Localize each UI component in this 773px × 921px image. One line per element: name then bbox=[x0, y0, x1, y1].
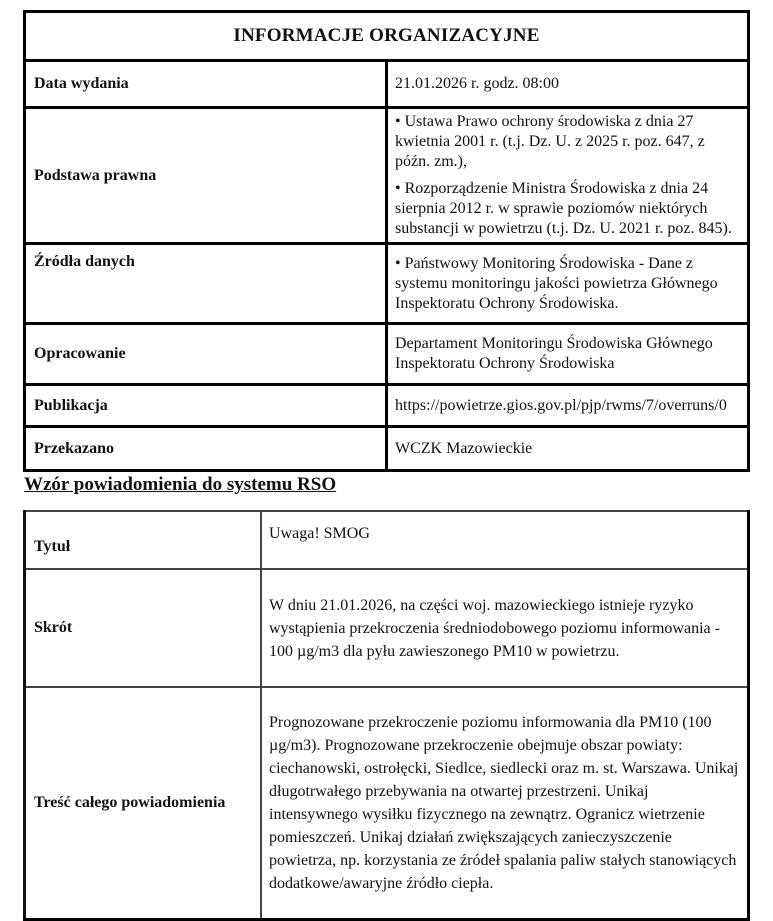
notification-title-label: Tytuł bbox=[25, 511, 262, 569]
organizational-info-table bbox=[23, 10, 750, 472]
row-forwarded-to bbox=[25, 427, 749, 471]
notification-full-text-label: Treść całego powiadomienia bbox=[25, 687, 262, 920]
forwarded-to-value: WCZK Mazowieckie bbox=[387, 427, 749, 471]
issue-date-value: 21.01.2026 r. godz. 08:00 bbox=[387, 61, 749, 108]
notification-summary-value: W dniu 21.01.2026, na części woj. mazowieckiego istnieje ryzyko wystąpienia przekroczenia średniodobowego poziomu informowania - 100 µg/m3 dla pyłu zawieszonego PM10 w powietrzu. bbox=[261, 569, 749, 687]
info-table-title-row bbox=[25, 12, 749, 61]
legal-basis-item: • Ustawa Prawo ochrony środowiska z dnia 27 kwietnia 2001 r. (t.j. Dz. U. z 2025 r. poz. 647, z późn. zm.), bbox=[395, 113, 705, 170]
notification-title-value: Uwaga! SMOG bbox=[261, 511, 749, 569]
legal-basis-label: Podstawa prawna bbox=[25, 108, 387, 244]
rso-section-heading: Wzór powiadomienia do systemu RSO bbox=[24, 474, 337, 495]
rso-notification-table bbox=[23, 510, 750, 921]
row-notification-title bbox=[25, 511, 749, 569]
legal-basis-value bbox=[387, 108, 749, 244]
info-table-title: INFORMACJE ORGANIZACYJNE bbox=[25, 12, 749, 61]
row-prepared-by bbox=[25, 324, 749, 385]
publication-label: Publikacja bbox=[25, 385, 387, 427]
issue-date-label: Data wydania bbox=[25, 61, 387, 108]
row-notification-full-text bbox=[25, 687, 749, 920]
publication-url: https://powietrze.gios.gov.pl/pjp/rwms/7/overruns/0 bbox=[387, 385, 749, 427]
notification-full-text-value: Prognozowane przekroczenie poziomu informowania dla PM10 (100 µg/m3). Prognozowane przekroczenie obejmuje obszar powiaty: ciechanowski, ostrołęcki, Siedlce, siedlecki oraz m. st. Warszawa. Unikaj długotrwałego przebywania na otwartej przestrzeni. Unikaj intensywnego wysiłku fizycznego na zewnątrz. Ogranicz wietrzenie pomieszczeń. Unikaj działań zwiększających zanieczyszczenie powietrza, np. korzystania ze źródeł spalania paliw stałych stanowiących dodatkowe/awaryjne źródło ciepła. bbox=[261, 687, 749, 920]
row-issue-date bbox=[25, 61, 749, 108]
row-data-sources bbox=[25, 244, 749, 324]
forwarded-to-label: Przekazano bbox=[25, 427, 387, 471]
prepared-by-value: Departament Monitoringu Środowiska Głównego Inspektoratu Ochrony Środowiska bbox=[387, 324, 749, 385]
row-publication bbox=[25, 385, 749, 427]
prepared-by-label: Opracowanie bbox=[25, 324, 387, 385]
data-sources-value: • Państwowy Monitoring Środowiska - Dane z systemu monitoringu jakości powietrza Głównego Inspektoratu Ochrony Środowiska. bbox=[387, 244, 749, 324]
data-sources-label: Źródła danych bbox=[25, 244, 387, 324]
legal-basis-item: • Rozporządzenie Ministra Środowiska z dnia 24 sierpnia 2012 r. w sprawie poziomów niektórych substancji w powietrzu (t.j. Dz. U. 2021 r. poz. 845). bbox=[395, 180, 732, 237]
row-notification-summary bbox=[25, 569, 749, 687]
row-legal-basis bbox=[25, 108, 749, 244]
notification-summary-label: Skrót bbox=[25, 569, 262, 687]
